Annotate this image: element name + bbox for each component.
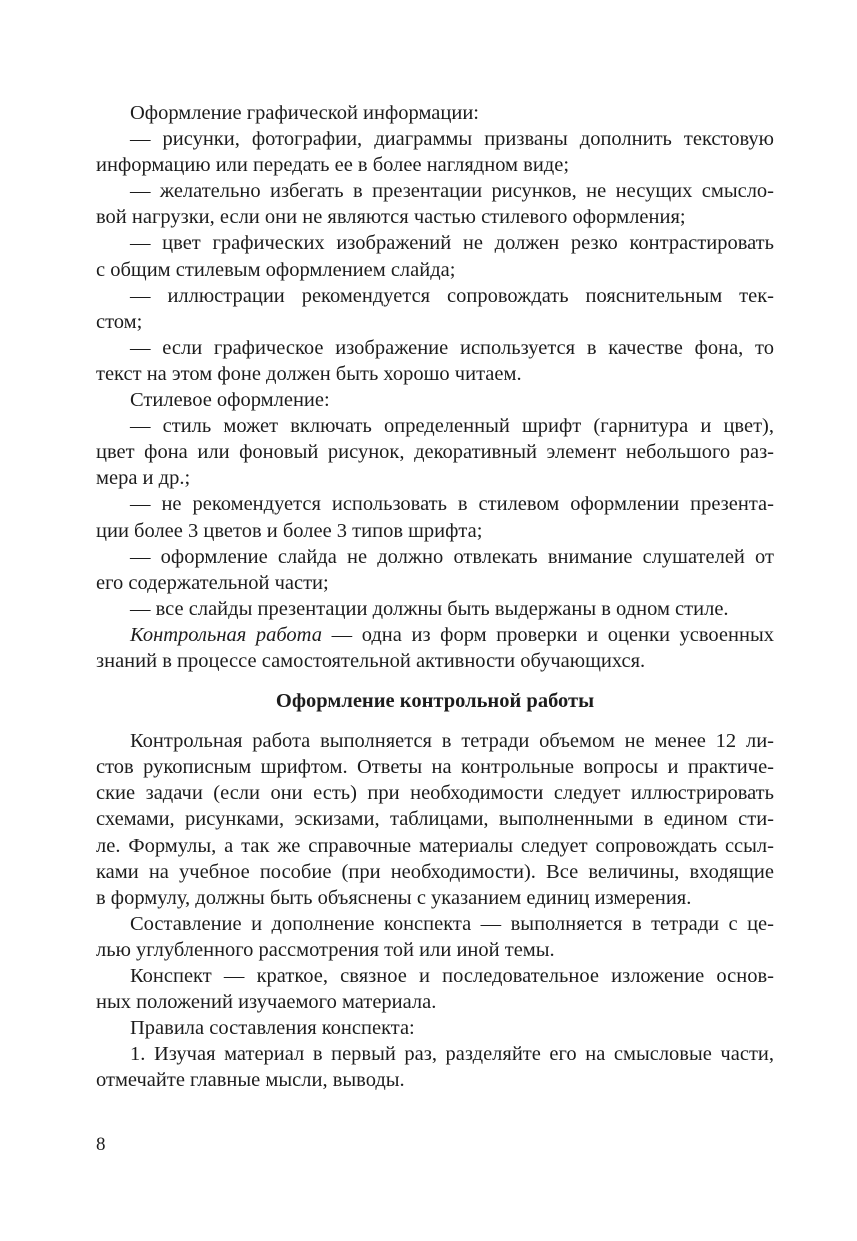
text-line: текст на этом фоне должен быть хорошо читаем. (96, 362, 522, 385)
text-line: Составление и дополнение конспекта — выполняется в тетради с це- (130, 912, 774, 935)
page-number: 8 (96, 1134, 106, 1155)
text-line: с общим стилевым оформлением слайда; (96, 258, 456, 281)
text-line: отмечайте главные мысли, выводы. (96, 1069, 405, 1092)
text-line: — рисунки, фотографии, диаграммы призваны дополнить текстовую (130, 128, 774, 151)
text-line: цвет фона или фоновый рисунок, декоративный элемент небольшого раз- (96, 441, 774, 464)
text-line: вой нагрузки, если они не являются частью стилевого оформления; (96, 206, 686, 229)
text-line: — если графическое изображение используется в качестве фона, то (130, 336, 774, 359)
text-line: схемами, рисунками, эскизами, таблицами, выполненными в едином сти- (96, 808, 774, 831)
text-line: — иллюстрации рекомендуется сопровождать пояснительным тек- (130, 284, 774, 307)
text-line: ных положений изучаемого материала. (96, 991, 437, 1014)
page-body (96, 100, 774, 1093)
text-line: ции более 3 цветов и более 3 типов шрифта; (96, 519, 483, 542)
text-line: Стилевое оформление: (130, 389, 330, 412)
text-line: ле. Формулы, а так же справочные материалы следует сопровождать ссыл- (96, 834, 774, 857)
text-line: — все слайды презентации должны быть выдержаны в одном стиле. (130, 597, 729, 620)
text-line: Правила составления конспекта: (130, 1017, 415, 1040)
text-line: стом; (96, 310, 143, 333)
text-line: Конспект — краткое, связное и последовательное изложение основ- (130, 965, 774, 987)
text-line: знаний в процессе самостоятельной активности обучающихся. (96, 649, 646, 672)
text-line: стов рукописным шрифтом. Ответы на контрольные вопросы и практиче- (96, 756, 774, 779)
text-line (96, 622, 774, 648)
text-line: ками на учебное пособие (при необходимости). Все величины, входящие (96, 860, 774, 883)
text-line: информацию или передать ее в более наглядном виде; (96, 154, 570, 177)
text-line: — оформление слайда не должно отвлекать внимание слушателей от (130, 545, 774, 568)
text-fragment: — одна из форм проверки и оценки усвоенных (321, 623, 774, 646)
text-line: 1. Изучая материал в первый раз, разделяйте его на смысловые части, (130, 1043, 774, 1066)
text-line: ские задачи (если они есть) при необходимости следует иллюстрировать (96, 782, 774, 805)
text-line: в формулу, должны быть объяснены с указанием единиц измерения. (96, 886, 692, 909)
text-line: Контрольная работа выполняется в тетради объемом не менее 12 ли- (130, 730, 774, 753)
text-line: — желательно избегать в презентации рисунков, не несущих смысло- (130, 180, 774, 203)
text-line: — цвет графических изображений не должен резко контрастировать (130, 232, 774, 255)
text-line: мера и др.; (96, 467, 191, 490)
section-heading: Оформление контрольной работы (275, 690, 595, 713)
text-line: — не рекомендуется использовать в стилевом оформлении презента- (130, 493, 774, 516)
term-italic: Контрольная работа (130, 623, 322, 646)
text-line: лью углубленного рассмотрения той или иной темы. (96, 938, 555, 961)
text-line: Оформление графической информации: (130, 102, 479, 124)
text-line: — стиль может включать определенный шрифт (гарнитура и цвет), (130, 415, 774, 438)
text-line: его содержательной части; (96, 571, 329, 594)
